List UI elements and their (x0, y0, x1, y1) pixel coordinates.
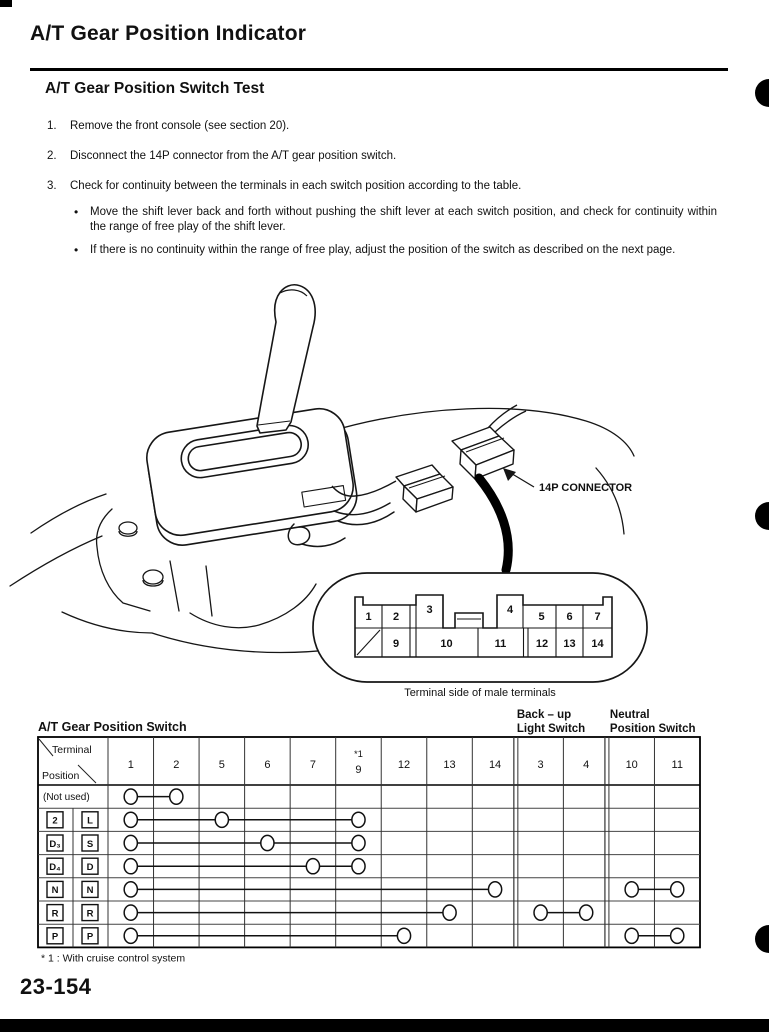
mount-bolts (119, 522, 163, 586)
svg-text:R: R (86, 908, 94, 920)
svg-text:13: 13 (563, 638, 576, 650)
svg-text:5: 5 (538, 611, 545, 623)
continuity-circle (124, 882, 137, 897)
svg-text:P: P (86, 931, 94, 943)
svg-text:6: 6 (566, 611, 573, 623)
continuity-circle (124, 859, 137, 874)
bullet-text: Move the shift lever back and forth without pushing the shift lever at each switch position, and check for continuity within the range of free play of the shift lever. (90, 206, 717, 233)
svg-text:7: 7 (594, 611, 601, 623)
bullet-item (74, 205, 717, 234)
svg-text:12: 12 (397, 759, 411, 771)
svg-text:(Not used): (Not used) (43, 792, 90, 804)
svg-text:N: N (86, 885, 94, 897)
continuity-circle (124, 905, 137, 920)
svg-text:13: 13 (443, 759, 456, 771)
step-number: 1. (47, 120, 57, 132)
continuity-circle (215, 812, 228, 827)
svg-text:1: 1 (365, 611, 372, 623)
step-3 (47, 179, 715, 194)
step-text: Remove the front console (see section 20). (70, 120, 290, 132)
continuity-circle (124, 789, 137, 804)
step-text: Disconnect the 14P connector from the A/T gear position switch. (70, 150, 397, 162)
svg-text:10: 10 (440, 638, 453, 650)
connector-label: 14P CONNECTOR (539, 482, 633, 494)
svg-text:R: R (51, 908, 59, 920)
pointer-arrow (479, 478, 508, 570)
connector-callout (503, 468, 632, 494)
svg-text:P: P (51, 931, 59, 943)
page-number: 23-154 (20, 974, 92, 999)
step-2 (47, 149, 715, 164)
neutral-switch-label: Position Switch (609, 723, 696, 735)
svg-text:L: L (87, 815, 93, 827)
svg-text:2: 2 (52, 815, 58, 827)
svg-text:5: 5 (218, 759, 225, 771)
svg-text:D₃: D₃ (49, 838, 61, 850)
svg-text:*1: *1 (353, 749, 363, 760)
continuity-circle (443, 905, 456, 920)
connector-14p (452, 405, 526, 479)
shifter-base-plate (143, 405, 360, 549)
continuity-circle (124, 928, 137, 943)
backup-switch-label: Back – up (516, 709, 572, 721)
svg-text:3: 3 (537, 759, 544, 771)
corner-position-label: Position (42, 770, 80, 782)
svg-text:3: 3 (426, 604, 433, 616)
continuity-circle (488, 882, 501, 897)
step-3-bullets (74, 205, 717, 267)
svg-text:7: 7 (309, 759, 316, 771)
title-rule (30, 68, 728, 71)
step-number: 2. (47, 150, 57, 162)
scan-artifact (0, 0, 12, 7)
continuity-circle (306, 859, 319, 874)
svg-text:14: 14 (488, 759, 502, 771)
svg-text:9: 9 (355, 764, 362, 776)
svg-text:11: 11 (671, 759, 683, 771)
svg-text:1: 1 (127, 759, 134, 771)
continuity-circle (124, 812, 137, 827)
svg-text:D₄: D₄ (49, 862, 61, 873)
shifter-illustration (0, 280, 769, 700)
svg-text:4: 4 (583, 759, 590, 771)
continuity-circle (625, 882, 638, 897)
continuity-circle (261, 835, 274, 850)
svg-text:9: 9 (392, 638, 400, 650)
bullet-icon: • (74, 205, 79, 219)
neutral-switch-label: Neutral (609, 709, 650, 721)
bottom-bar (0, 1019, 769, 1032)
binder-hole-mark (755, 79, 769, 107)
continuity-table (0, 700, 769, 980)
table-title: A/T Gear Position Switch (38, 720, 187, 734)
pin-diagram-caption: Terminal side of male terminals (404, 687, 556, 699)
svg-text:4: 4 (506, 604, 514, 616)
continuity-circle (534, 905, 547, 920)
backup-switch-label: Light Switch (516, 723, 586, 735)
bullet-icon: • (74, 243, 79, 258)
table-footnote: * 1 : With cruise control system (41, 952, 186, 965)
svg-text:N: N (51, 885, 59, 897)
section-title: A/T Gear Position Switch Test (45, 80, 265, 97)
svg-text:S: S (86, 838, 94, 850)
page-title: A/T Gear Position Indicator (30, 22, 307, 45)
svg-text:2: 2 (392, 611, 400, 623)
pin-diagram (313, 573, 647, 699)
svg-text:D: D (86, 862, 94, 873)
svg-text:11: 11 (494, 638, 507, 650)
svg-text:12: 12 (535, 638, 549, 650)
continuity-circle (352, 812, 365, 827)
corner-terminal-label: Terminal (52, 744, 92, 756)
continuity-circle (397, 928, 410, 943)
continuity-circle (580, 905, 593, 920)
step-text: Check for continuity between the terminals in each switch position according to the table. (70, 180, 522, 192)
continuity-circle (124, 835, 137, 850)
svg-text:14: 14 (591, 638, 604, 650)
step-number: 3. (47, 180, 57, 192)
continuity-circle (625, 928, 638, 943)
continuity-circle (671, 928, 684, 943)
bullet-text: If there is no continuity within the range of free play, adjust the position of the switch as described on the next page. (90, 244, 676, 257)
svg-text:6: 6 (264, 759, 271, 771)
step-1 (47, 119, 715, 134)
continuity-circle (671, 882, 684, 897)
bullet-item (74, 243, 717, 258)
continuity-circle (170, 789, 183, 804)
svg-text:10: 10 (625, 759, 638, 771)
continuity-circle (352, 835, 365, 850)
svg-text:2: 2 (173, 759, 180, 771)
continuity-circle (352, 859, 365, 874)
